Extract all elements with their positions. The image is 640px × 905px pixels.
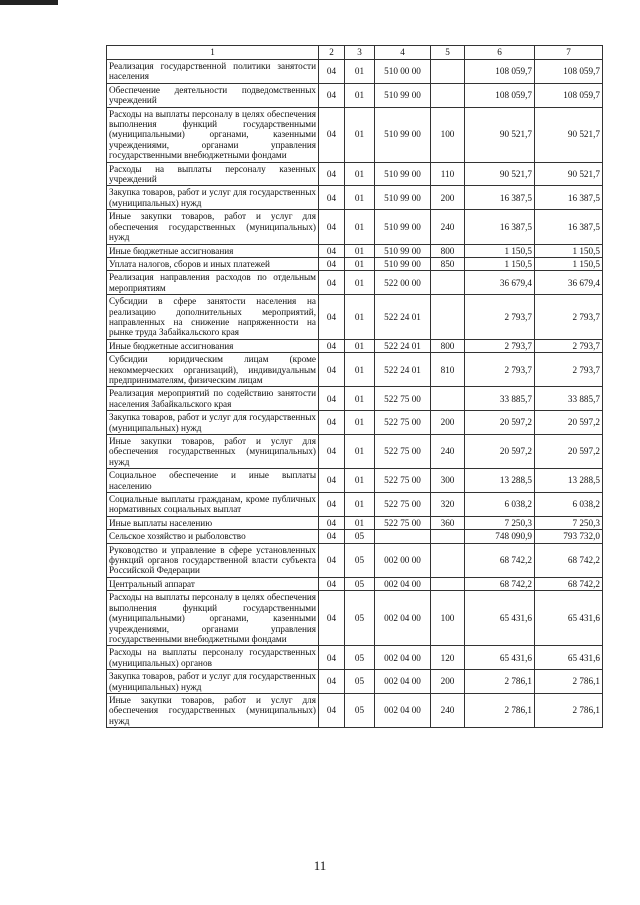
target-item-code-cell: 002 04 00 <box>375 591 431 646</box>
amount-col7-cell: 20 597,2 <box>535 435 603 469</box>
amount-col7-cell: 90 521,7 <box>535 162 603 186</box>
table-row <box>107 244 603 257</box>
subsection-code-cell: 01 <box>345 493 375 517</box>
section-code-cell: 04 <box>319 271 345 295</box>
subsection-code-cell: 01 <box>345 244 375 257</box>
amount-col6-cell: 16 387,5 <box>465 210 535 244</box>
target-item-code-cell: 510 99 00 <box>375 186 431 210</box>
expense-type-code-cell: 120 <box>431 646 465 670</box>
amount-col6-cell: 68 742,2 <box>465 543 535 577</box>
expense-name-cell: Расходы на выплаты персоналу казенных учреждений <box>107 162 319 186</box>
subsection-code-cell: 05 <box>345 530 375 543</box>
expense-name-cell: Иные выплаты населению <box>107 516 319 529</box>
amount-col6-cell: 20 597,2 <box>465 411 535 435</box>
target-item-code-cell: 522 00 00 <box>375 271 431 295</box>
expense-type-code-cell: 110 <box>431 162 465 186</box>
table-header-row <box>107 46 603 60</box>
amount-col6-cell: 20 597,2 <box>465 435 535 469</box>
section-code-cell: 04 <box>319 107 345 162</box>
section-code-cell: 04 <box>319 353 345 387</box>
expense-name-cell: Уплата налогов, сборов и иных платежей <box>107 257 319 270</box>
expense-type-code-cell <box>431 60 465 84</box>
target-item-code-cell: 522 24 01 <box>375 339 431 352</box>
table-body <box>107 60 603 728</box>
section-code-cell: 04 <box>319 411 345 435</box>
target-item-code-cell: 510 00 00 <box>375 60 431 84</box>
section-code-cell: 04 <box>319 186 345 210</box>
expense-type-code-cell: 300 <box>431 469 465 493</box>
expense-type-code-cell <box>431 530 465 543</box>
amount-col6-cell: 2 786,1 <box>465 670 535 694</box>
target-item-code-cell: 002 04 00 <box>375 670 431 694</box>
section-code-cell: 04 <box>319 543 345 577</box>
target-item-code-cell: 522 75 00 <box>375 387 431 411</box>
expense-type-code-cell: 320 <box>431 493 465 517</box>
expense-name-cell: Закупка товаров, работ и услуг для государственных (муниципальных) нужд <box>107 411 319 435</box>
expense-type-code-cell <box>431 83 465 107</box>
amount-col7-cell: 16 387,5 <box>535 210 603 244</box>
amount-col7-cell: 108 059,7 <box>535 60 603 84</box>
expense-type-code-cell <box>431 387 465 411</box>
section-code-cell: 04 <box>319 670 345 694</box>
header-cell-3: 3 <box>345 46 375 60</box>
amount-col6-cell: 68 742,2 <box>465 577 535 590</box>
table-row <box>107 295 603 340</box>
expense-type-code-cell: 100 <box>431 107 465 162</box>
section-code-cell: 04 <box>319 162 345 186</box>
section-code-cell: 04 <box>319 469 345 493</box>
section-code-cell: 04 <box>319 493 345 517</box>
section-code-cell: 04 <box>319 387 345 411</box>
target-item-code-cell: 522 75 00 <box>375 411 431 435</box>
amount-col7-cell: 2 793,7 <box>535 339 603 352</box>
subsection-code-cell: 01 <box>345 271 375 295</box>
expense-type-code-cell: 240 <box>431 435 465 469</box>
subsection-code-cell: 01 <box>345 435 375 469</box>
amount-col7-cell: 793 732,0 <box>535 530 603 543</box>
expense-name-cell: Закупка товаров, работ и услуг для государственных (муниципальных) нужд <box>107 670 319 694</box>
subsection-code-cell: 01 <box>345 107 375 162</box>
amount-col6-cell: 65 431,6 <box>465 591 535 646</box>
header-cell-4: 4 <box>375 46 431 60</box>
amount-col7-cell: 20 597,2 <box>535 411 603 435</box>
amount-col6-cell: 748 090,9 <box>465 530 535 543</box>
target-item-code-cell: 002 04 00 <box>375 693 431 727</box>
amount-col6-cell: 108 059,7 <box>465 83 535 107</box>
amount-col7-cell: 6 038,2 <box>535 493 603 517</box>
table-row <box>107 162 603 186</box>
section-code-cell: 04 <box>319 591 345 646</box>
amount-col7-cell: 2 793,7 <box>535 353 603 387</box>
table-row <box>107 353 603 387</box>
table-row <box>107 257 603 270</box>
section-code-cell: 04 <box>319 530 345 543</box>
expense-name-cell: Реализация государственной политики занятости населения <box>107 60 319 84</box>
expense-type-code-cell: 850 <box>431 257 465 270</box>
page-number: 11 <box>313 858 327 873</box>
subsection-code-cell: 01 <box>345 186 375 210</box>
expense-type-code-cell <box>431 271 465 295</box>
table-row <box>107 543 603 577</box>
section-code-cell: 04 <box>319 257 345 270</box>
section-code-cell: 04 <box>319 83 345 107</box>
expense-name-cell: Иные закупки товаров, работ и услуг для обеспечения государственных (муниципальных) нужд <box>107 435 319 469</box>
section-code-cell: 04 <box>319 210 345 244</box>
header-cell-6: 6 <box>465 46 535 60</box>
section-code-cell: 04 <box>319 339 345 352</box>
target-item-code-cell <box>375 530 431 543</box>
subsection-code-cell: 01 <box>345 353 375 387</box>
target-item-code-cell: 002 00 00 <box>375 543 431 577</box>
scan-corner-mark <box>0 0 58 5</box>
expense-type-code-cell: 240 <box>431 693 465 727</box>
subsection-code-cell: 01 <box>345 83 375 107</box>
subsection-code-cell: 05 <box>345 577 375 590</box>
expense-name-cell: Расходы на выплаты персоналу государственных (муниципальных) органов <box>107 646 319 670</box>
table-row <box>107 339 603 352</box>
amount-col6-cell: 90 521,7 <box>465 107 535 162</box>
table-row <box>107 107 603 162</box>
subsection-code-cell: 01 <box>345 60 375 84</box>
table-row <box>107 83 603 107</box>
table-row <box>107 60 603 84</box>
amount-col6-cell: 2 786,1 <box>465 693 535 727</box>
section-code-cell: 04 <box>319 435 345 469</box>
table-row <box>107 186 603 210</box>
expense-name-cell: Субсидии в сфере занятости населения на реализацию дополнительных мероприятий, направленных на снижение напряженности на рынке труда Забайкальского края <box>107 295 319 340</box>
table-row <box>107 646 603 670</box>
amount-col7-cell: 108 059,7 <box>535 83 603 107</box>
expense-type-code-cell: 200 <box>431 670 465 694</box>
target-item-code-cell: 510 99 00 <box>375 210 431 244</box>
amount-col7-cell: 7 250,3 <box>535 516 603 529</box>
subsection-code-cell: 01 <box>345 257 375 270</box>
section-code-cell: 04 <box>319 244 345 257</box>
amount-col6-cell: 2 793,7 <box>465 353 535 387</box>
amount-col6-cell: 33 885,7 <box>465 387 535 411</box>
expense-name-cell: Иные закупки товаров, работ и услуг для обеспечения государственных (муниципальных) нужд <box>107 210 319 244</box>
subsection-code-cell: 01 <box>345 339 375 352</box>
target-item-code-cell: 522 75 00 <box>375 435 431 469</box>
amount-col6-cell: 13 288,5 <box>465 469 535 493</box>
amount-col6-cell: 1 150,5 <box>465 257 535 270</box>
section-code-cell: 04 <box>319 60 345 84</box>
amount-col7-cell: 16 387,5 <box>535 186 603 210</box>
section-code-cell: 04 <box>319 646 345 670</box>
target-item-code-cell: 510 99 00 <box>375 83 431 107</box>
amount-col6-cell: 1 150,5 <box>465 244 535 257</box>
expense-name-cell: Реализация мероприятий по содействию занятости населения Забайкальского края <box>107 387 319 411</box>
table-row <box>107 693 603 727</box>
table-row <box>107 210 603 244</box>
expense-name-cell: Закупка товаров, работ и услуг для государственных (муниципальных) нужд <box>107 186 319 210</box>
expense-name-cell: Руководство и управление в сфере установленных функций органов государственной власти субъекта Российской Федерации <box>107 543 319 577</box>
subsection-code-cell: 01 <box>345 162 375 186</box>
amount-col6-cell: 7 250,3 <box>465 516 535 529</box>
section-code-cell: 04 <box>319 577 345 590</box>
expense-name-cell: Иные бюджетные ассигнования <box>107 244 319 257</box>
expense-type-code-cell: 100 <box>431 591 465 646</box>
amount-col6-cell: 2 793,7 <box>465 295 535 340</box>
table-row <box>107 516 603 529</box>
amount-col6-cell: 2 793,7 <box>465 339 535 352</box>
subsection-code-cell: 05 <box>345 670 375 694</box>
table-row <box>107 577 603 590</box>
amount-col6-cell: 36 679,4 <box>465 271 535 295</box>
amount-col7-cell: 2 793,7 <box>535 295 603 340</box>
target-item-code-cell: 522 75 00 <box>375 493 431 517</box>
target-item-code-cell: 510 99 00 <box>375 107 431 162</box>
target-item-code-cell: 510 99 00 <box>375 244 431 257</box>
expense-name-cell: Социальное обеспечение и иные выплаты населению <box>107 469 319 493</box>
subsection-code-cell: 01 <box>345 469 375 493</box>
header-cell-5: 5 <box>431 46 465 60</box>
expense-name-cell: Центральный аппарат <box>107 577 319 590</box>
table-row <box>107 411 603 435</box>
expense-type-code-cell: 200 <box>431 411 465 435</box>
amount-col7-cell: 68 742,2 <box>535 577 603 590</box>
expense-type-code-cell: 240 <box>431 210 465 244</box>
section-code-cell: 04 <box>319 295 345 340</box>
expense-name-cell: Иные бюджетные ассигнования <box>107 339 319 352</box>
amount-col7-cell: 65 431,6 <box>535 646 603 670</box>
expense-type-code-cell <box>431 295 465 340</box>
amount-col7-cell: 36 679,4 <box>535 271 603 295</box>
expense-type-code-cell: 800 <box>431 339 465 352</box>
target-item-code-cell: 002 04 00 <box>375 577 431 590</box>
amount-col6-cell: 16 387,5 <box>465 186 535 210</box>
expense-type-code-cell <box>431 577 465 590</box>
amount-col6-cell: 65 431,6 <box>465 646 535 670</box>
expense-name-cell: Расходы на выплаты персоналу в целях обеспечения выполнения функций государственными (муниципальными) органами, казенными учреждениями, органами управления государственными внебюджетными фондами <box>107 107 319 162</box>
header-cell-1: 1 <box>107 46 319 60</box>
amount-col6-cell: 90 521,7 <box>465 162 535 186</box>
expense-type-code-cell <box>431 543 465 577</box>
subsection-code-cell: 01 <box>345 295 375 340</box>
subsection-code-cell: 05 <box>345 646 375 670</box>
table-row <box>107 435 603 469</box>
amount-col7-cell: 2 786,1 <box>535 670 603 694</box>
amount-col7-cell: 1 150,5 <box>535 244 603 257</box>
amount-col6-cell: 6 038,2 <box>465 493 535 517</box>
target-item-code-cell: 522 75 00 <box>375 469 431 493</box>
header-cell-7: 7 <box>535 46 603 60</box>
budget-table <box>106 45 603 728</box>
table-row <box>107 530 603 543</box>
target-item-code-cell: 002 04 00 <box>375 646 431 670</box>
table-row <box>107 469 603 493</box>
expense-type-code-cell: 800 <box>431 244 465 257</box>
table-row <box>107 387 603 411</box>
amount-col7-cell: 1 150,5 <box>535 257 603 270</box>
expense-name-cell: Субсидии юридическим лицам (кроме некоммерческих организаций), индивидуальным предпринимателям, физическим лицам <box>107 353 319 387</box>
subsection-code-cell: 01 <box>345 387 375 411</box>
expense-type-code-cell: 360 <box>431 516 465 529</box>
target-item-code-cell: 522 75 00 <box>375 516 431 529</box>
amount-col7-cell: 33 885,7 <box>535 387 603 411</box>
expense-type-code-cell: 200 <box>431 186 465 210</box>
subsection-code-cell: 01 <box>345 411 375 435</box>
section-code-cell: 04 <box>319 693 345 727</box>
expense-name-cell: Социальные выплаты гражданам, кроме публичных нормативных социальных выплат <box>107 493 319 517</box>
amount-col7-cell: 13 288,5 <box>535 469 603 493</box>
amount-col7-cell: 90 521,7 <box>535 107 603 162</box>
subsection-code-cell: 01 <box>345 516 375 529</box>
expense-type-code-cell: 810 <box>431 353 465 387</box>
amount-col7-cell: 65 431,6 <box>535 591 603 646</box>
target-item-code-cell: 510 99 00 <box>375 162 431 186</box>
amount-col7-cell: 68 742,2 <box>535 543 603 577</box>
table-row <box>107 271 603 295</box>
target-item-code-cell: 522 24 01 <box>375 353 431 387</box>
expense-name-cell: Расходы на выплаты персоналу в целях обеспечения выполнения функций государственными (муниципальными) органами, казенными учреждениями, органами управления государственными внебюджетными фондами <box>107 591 319 646</box>
section-code-cell: 04 <box>319 516 345 529</box>
subsection-code-cell: 01 <box>345 210 375 244</box>
table-row <box>107 493 603 517</box>
header-cell-2: 2 <box>319 46 345 60</box>
table-row <box>107 670 603 694</box>
target-item-code-cell: 510 99 00 <box>375 257 431 270</box>
subsection-code-cell: 05 <box>345 543 375 577</box>
expense-name-cell: Реализация направления расходов по отдельным мероприятиям <box>107 271 319 295</box>
table-row <box>107 591 603 646</box>
subsection-code-cell: 05 <box>345 591 375 646</box>
amount-col7-cell: 2 786,1 <box>535 693 603 727</box>
expense-name-cell: Сельское хозяйство и рыболовство <box>107 530 319 543</box>
expense-name-cell: Обеспечение деятельности подведомственных учреждений <box>107 83 319 107</box>
amount-col6-cell: 108 059,7 <box>465 60 535 84</box>
expense-name-cell: Иные закупки товаров, работ и услуг для обеспечения государственных (муниципальных) нужд <box>107 693 319 727</box>
target-item-code-cell: 522 24 01 <box>375 295 431 340</box>
subsection-code-cell: 05 <box>345 693 375 727</box>
